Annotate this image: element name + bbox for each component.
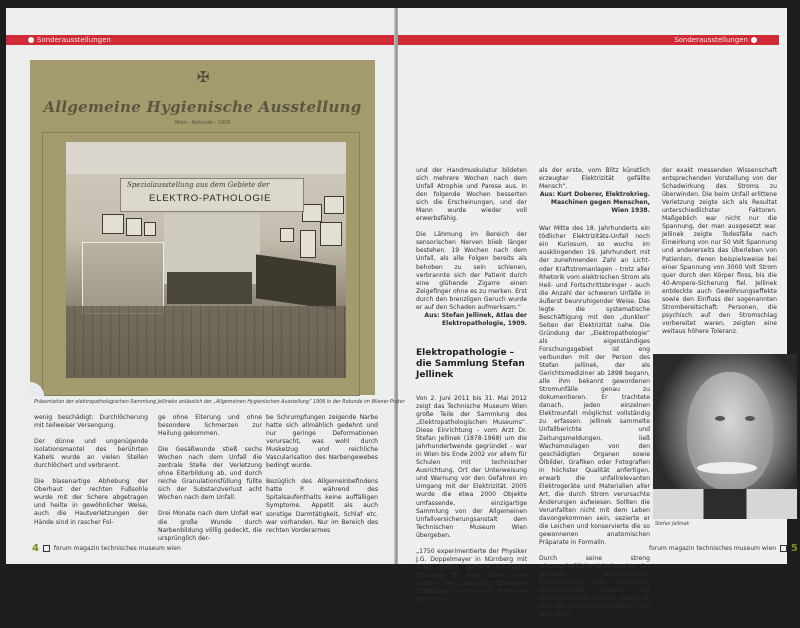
- left-column-1: [34, 414, 148, 535]
- paragraph: „1750 experimentierte der Physiker J.G. Doppelmayer in Nürnberg mit einer großen Batterie Leydener-Flaschen. Er kam dabei dem System der Spannung führenden Drahtbügel zu nahe und - starb den Elektrotod: [416, 547, 527, 604]
- paragraph: und der Handmuskulatur bildeten sich mehrere Wochen nach dem Unfall Atrophie und Parese aus. In den folgende Wochen besserten sich die Erscheinungen, und der Mann wurde wieder voll erwerbsfähig.: [416, 167, 527, 223]
- paragraph: der exakt messenden Wissenschaft entsprechenden Vorstellung von der Schadwirkung des Stroms zu überwinden. Die beim Unfall erlittene Verletzung zeigte sich als Resultat unterschiedlichster Faktoren. Maßgeblich war nicht nur die Spannung, der man ausgesetzt war. Jellinek zeigte Todesfälle nach Einwirkung von nur 50 Volt Spannung und andererseits das Überleben von Patienten, denen beispielsweise bei einer Spannung von 3000 Volt Strom quer durch den Körper floss, bis die 40-Ampere-Sicherung fiel. Jellinek entdeckte auch Gewöhnungseffekte sowie den Einfluss der sogenannten Strombereitschaft: Personen, die psychisch auf den Stromschlag vorbereitet waren, zeigten eine weitaus höhere Toleranz.: [662, 167, 777, 335]
- paragraph: Von 2. Juni 2011 bis 31. Mai 2012 zeigt das Technische Museum Wien große Teile der Sammlung des „Elektropathologischen Museums“. Diese Einrichtung - vom Arzt Dr. Stefan Jellinek (1878-1968) um die Jahrhundertwende gegründet - war in Wien bis Ende 2002 vor allem für Schulen mit technischer Ausrichtung, Ort der Unterweisung und Warnung vor den Gefahren im Umgang mit der Elektrizität. 2005 wurde die etwa 2000 Objekte umfassende, einzigartige Sammlung von der Allgemeinen Unfallversicherungsanstalt dem Technischen Museum Wien übergeben.: [416, 394, 527, 539]
- left-column-2: [158, 414, 262, 551]
- right-footer: [649, 543, 798, 554]
- page-number: 5: [790, 543, 798, 554]
- section-bar: [398, 35, 779, 45]
- bullet-dot-icon: [751, 37, 757, 43]
- section-bar: [6, 35, 395, 45]
- portrait-photo: [653, 354, 797, 519]
- paragraph: Bezüglich des Allgemeinbefindens hatte P. während des Spitalsaufenthalts keine auffälligen Symptome. Appetit als auch sonstige Darmtätigkeit, Schlaf etc. war vorhanden. Nur im Bereich des rechten Vorderarmes: [266, 478, 378, 534]
- square-bullet-icon: [43, 545, 50, 552]
- photo-header-title: Allgemeine Hygienische Ausstellung: [43, 98, 362, 116]
- photo-display-case: [82, 242, 164, 314]
- portrait-caption: Stefan Jellinek: [655, 522, 690, 527]
- eagle-emblem-icon: ✠: [196, 68, 210, 86]
- section-label: Sonderausstellungen: [37, 36, 111, 44]
- paragraph: Durch seine streng wissenschaftliche Arbeitsweise, der genauen vergleichenden Untersuchung von hunderten Elektrounfällen, gepaart mit experimentellen Studien, gelang es ihm, die damals eher einfachen und dem Ideal: [539, 555, 650, 619]
- left-footer: [32, 543, 181, 554]
- paragraph: Der dünne und ungenügende Isolationsmantel des berührten Kabels wurde an vielen Stellen durchlöchert und verbrannt.: [34, 438, 148, 470]
- paragraph: Die Gesäßwunde stieß sechs Wochen nach dem Unfall die zentrale Stelle der Verletzung ohne Eiterbildung ab, und durch reiche Granulationsfüllung füllte sich der Substanzverlust acht Wochen nach dem Unfall.: [158, 446, 262, 502]
- portrait-eye: [715, 416, 725, 421]
- paragraph: Drei Monate nach dem Unfall war die große Wunde durch Narbenbildung völlig gedeckt, die ursprünglich der-: [158, 510, 262, 542]
- square-bullet-icon: [780, 545, 787, 552]
- right-column-1: [416, 167, 527, 612]
- paragraph: ge ohne Eiterung und ohne besondere Schmerzen zur Heilung gekommen.: [158, 414, 262, 438]
- photo-image: [66, 142, 346, 378]
- paragraph: War Mitte des 18. Jahrhunderts ein tödlicher Elektrizitäts-Unfall noch ein Kuriosum, so wuchs im ausklingenden 19. Jahrhundert mit der zunehmenden Zahl an Licht- oder Kraftstromanlagen - trotz aller Rhetorik vom elektrischen Strom als Heil- und Fortschrittsbringer - auch die Anzahl der schweren Unfälle in äußerst beunruhigender Weise. Das legte die systematische Beschäftigung mit den „dunklen“ Seiten der Elektrizität nahe. Die Gründung der „Elektropathologie“ als eigenständiges Forschungsgebiet ist eng verbunden mit der Person des Stefan Jellinek, der als Gerichtsmediziner ab 1898 begann, alle ihm bekannt gewordenen Stromunfälle genau zu dokumentieren. Er trachtete danach, jeden einzelnen Elektrounfall möglichst vollständig zu erfassen. Jellinek sammelte Unfallberichte und Zeitungsmeldungen, ließ Wachsmoulagen von den geschädigten Organen sowie Ölbilder, Grafiken oder Fotografien in höchster Qualität anfertigen, erwarb die unfallrelevanten Elektrogeräte und Materialien aller Art, die durch Strom verursachte Änderungen aufwiesen. Sollten die Verunfallten nicht mit dem Leben davongekommen sein, sezierte er die Leichen und konservierte die so gewonnenen anatomischen Präparate in Formalin.: [539, 225, 650, 547]
- right-column-2: [539, 167, 650, 628]
- section-heading: Elektropathologie – die Sammlung Stefan Jellinek: [416, 347, 525, 380]
- magazine-name: forum magazin technisches museum wien: [53, 545, 181, 552]
- portrait-shirt: [653, 489, 797, 519]
- left-column-3: [266, 414, 378, 543]
- photo-banner: [120, 178, 304, 212]
- paragraph: wenig beschädigt: Durchlöcherung mit teilweiser Versengung.: [34, 414, 148, 430]
- exhibition-photo: [30, 60, 375, 395]
- magazine-name: forum magazin technisches museum wien: [649, 545, 776, 552]
- photo-header-subtitle: Wien - Rotunde - 1906: [174, 120, 231, 126]
- quote-source: Aus: Stefan Jellinek, Atlas der Elektropathologie, 1909.: [424, 311, 527, 327]
- quote-source: Aus: Kurt Doberer, Elektrokrieg. Maschinen gegen Menschen, Wien 1938.: [539, 191, 650, 215]
- bullet-dot-icon: [28, 37, 34, 43]
- banner-line1: Spezialausstellung aus dem Gebiete der: [127, 181, 270, 189]
- photo-ceiling: [66, 142, 346, 174]
- photo-table: [167, 272, 252, 304]
- photo-floor: [66, 306, 346, 378]
- portrait-moustache: [697, 462, 757, 474]
- paragraph: be Schrumpfungen zeigende Narbe hatte sich allmählich gedehnt und nur geringe Deformationen verursacht, was wohl durch Muskelzug und reichliche Vascularisation des Narbengewebes bedingt wurde.: [266, 414, 378, 470]
- portrait-eye: [745, 416, 755, 421]
- banner-line2: ELEKTRO-PATHOLOGIE: [149, 193, 272, 204]
- paragraph: Die blasenartige Abhebung der Oberhaut der rechten Fußsohle wurde mit der Schere abgetragen und heilte in gewöhnlicher Weise, auch die Hautverletzungen der Hände sind in rascher Fol-: [34, 478, 148, 526]
- paragraph: als der erste, vom Blitz künstlich erzeugter Elektrizität gefällte Mensch“.: [539, 167, 650, 191]
- photo-caption: Präsentation der elektropathologischen Sammlung Jellineks anlässlich der „Allgemeinen Hygienischen Ausstellung“ 1906 in der Rotunde im Wiener Prater: [34, 400, 405, 405]
- page-number: 4: [32, 543, 39, 554]
- section-label: Sonderausstellungen: [674, 36, 748, 44]
- right-column-3: [662, 167, 777, 344]
- photo-counter: [256, 254, 336, 309]
- paragraph: Die Lähmung im Bereich der sensorischen Nerven blieb länger bestehen. 19 Wochen nach dem Unfall, als alle Folgen bereits als behoben zu sein schienen, verbrannte sich der Patient durch eine glühende Zigarre einen Zeigefinger ohne es zu merken. Erst durch den brenzligen Geruch wurde er auf den Schaden aufmerksam.“: [416, 231, 527, 311]
